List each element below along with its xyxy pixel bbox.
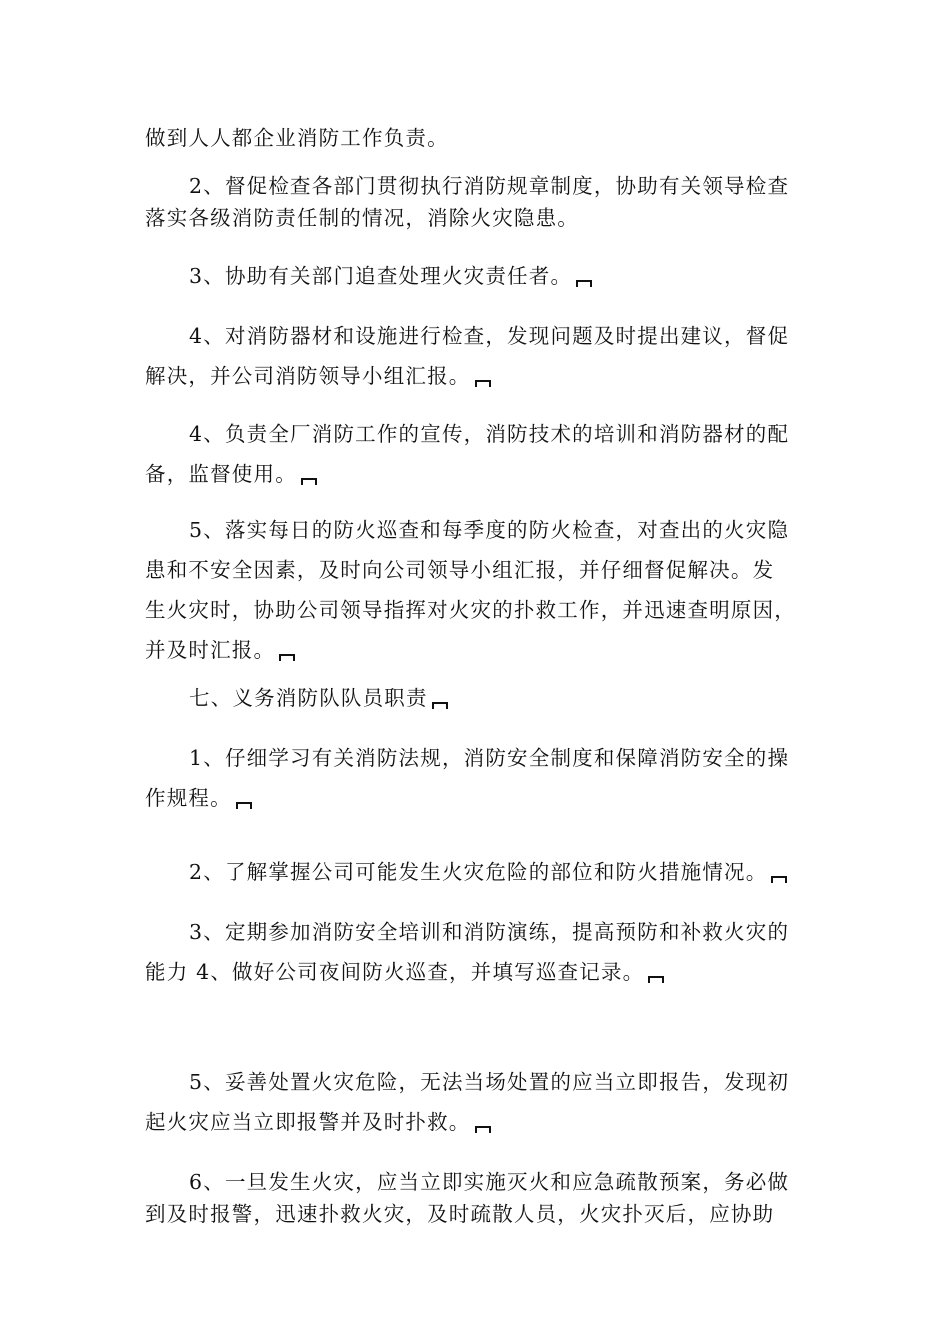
paragraph-1: [145, 118, 810, 158]
paragraph-mark-icon: [648, 976, 664, 983]
text-line: 4、负责全厂消防工作的宣传，消防技术的培训和消防器材的配: [189, 422, 790, 446]
text-line: 起火灾应当立即报警并及时扑救。: [145, 1110, 471, 1134]
text-line: 解决，并公司消防领导小组汇报。: [145, 364, 471, 388]
paragraph-6: [145, 510, 810, 670]
text-line: 1、仔细学习有关消防法规，消防安全制度和保障消防安全的操: [189, 746, 790, 770]
text-line: 2、了解掌握公司可能发生火灾危险的部位和防火措施情况。: [189, 860, 768, 884]
text-line: 并及时汇报。: [145, 638, 276, 662]
text-line: 备，监督使用。: [145, 462, 297, 486]
text-line: 5、落实每日的防火巡查和每季度的防火检查，对查出的火灾隐: [189, 518, 790, 542]
paragraph-mark-icon: [236, 802, 252, 809]
section-heading: [145, 678, 810, 718]
paragraph-8: [145, 852, 810, 892]
paragraph-10: [145, 1062, 810, 1142]
paragraph-mark-icon: [475, 380, 491, 387]
text-line: 5、妥善处置火灾危险，无法当场处置的应当立即报告，发现初: [189, 1070, 790, 1094]
text-line: 6、一旦发生火灾，应当立即实施灭火和应急疏散预案，务必做: [189, 1170, 790, 1194]
paragraph-4: [145, 316, 810, 396]
paragraph-9: [145, 912, 810, 992]
paragraph-mark-icon: [576, 280, 592, 287]
text-line: 生火灾时，协助公司领导指挥对火灾的扑救工作，并迅速查明原因，: [145, 598, 796, 622]
text-line: 患和不安全因素，及时向公司领导小组汇报，并仔细督促解决。发: [145, 558, 775, 582]
text-line: 能力 4、做好公司夜间防火巡查，并填写巡查记录。: [145, 960, 645, 984]
text-line: 3、协助有关部门追查处理火灾责任者。: [189, 264, 573, 288]
paragraph-mark-icon: [301, 478, 317, 485]
paragraph-mark-icon: [279, 654, 295, 661]
text-line: 4、对消防器材和设施进行检查，发现问题及时提出建议，督促: [189, 324, 790, 348]
paragraph-mark-icon: [432, 702, 448, 709]
text-line: 3、定期参加消防安全培训和消防演练，提高预防和补救火灾的: [189, 920, 790, 944]
paragraph-3: [145, 256, 810, 296]
text-line: 2、督促检查各部门贯彻执行消防规章制度，协助有关领导检查: [189, 174, 790, 198]
text-line: 到及时报警，迅速扑救火灾，及时疏散人员，火灾扑灭后，应协助: [145, 1202, 775, 1226]
paragraph-11: [145, 1166, 810, 1230]
paragraph-5: [145, 414, 810, 494]
paragraph-mark-icon: [771, 876, 787, 883]
text-line: 落实各级消防责任制的情况，消除火灾隐患。: [145, 206, 579, 230]
section-title: 七、义务消防队队员职责: [189, 686, 428, 710]
text-line: 作规程。: [145, 786, 232, 810]
paragraph-mark-icon: [475, 1126, 491, 1133]
paragraph-2: [145, 170, 810, 234]
paragraph-7: [145, 738, 810, 818]
text-line: 做到人人都企业消防工作负责。: [145, 126, 449, 150]
